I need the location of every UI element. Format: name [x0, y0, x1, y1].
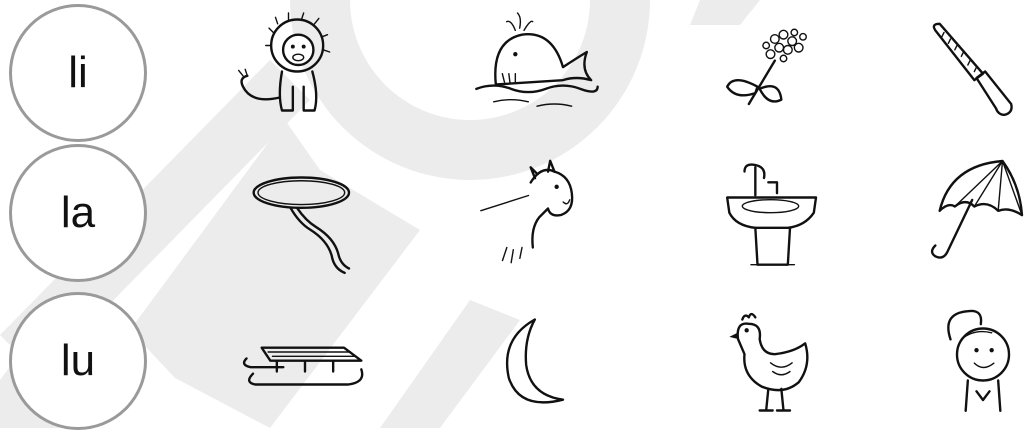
syllable-label: lu	[60, 336, 96, 385]
sled-icon	[240, 310, 370, 420]
chicken-icon	[712, 310, 842, 420]
row-la	[0, 150, 1033, 280]
lasso-icon	[245, 168, 375, 278]
umbrella-icon	[918, 158, 1033, 268]
syllable-circle-li	[9, 4, 147, 142]
llama-icon	[470, 160, 600, 270]
syllable-label: li	[68, 48, 88, 97]
moon-icon	[472, 310, 602, 420]
lion-icon	[230, 10, 360, 120]
row-li	[0, 10, 1033, 140]
syllable-circle-la	[9, 144, 147, 282]
row-lu	[0, 298, 1033, 428]
whale-icon	[472, 10, 602, 120]
syllable-label: la	[60, 188, 96, 237]
file-tool-icon	[918, 10, 1033, 120]
lilac-flower-icon	[712, 10, 842, 120]
sink-icon	[712, 162, 842, 272]
child-face-icon	[918, 306, 1033, 416]
syllable-circle-lu	[9, 292, 147, 430]
